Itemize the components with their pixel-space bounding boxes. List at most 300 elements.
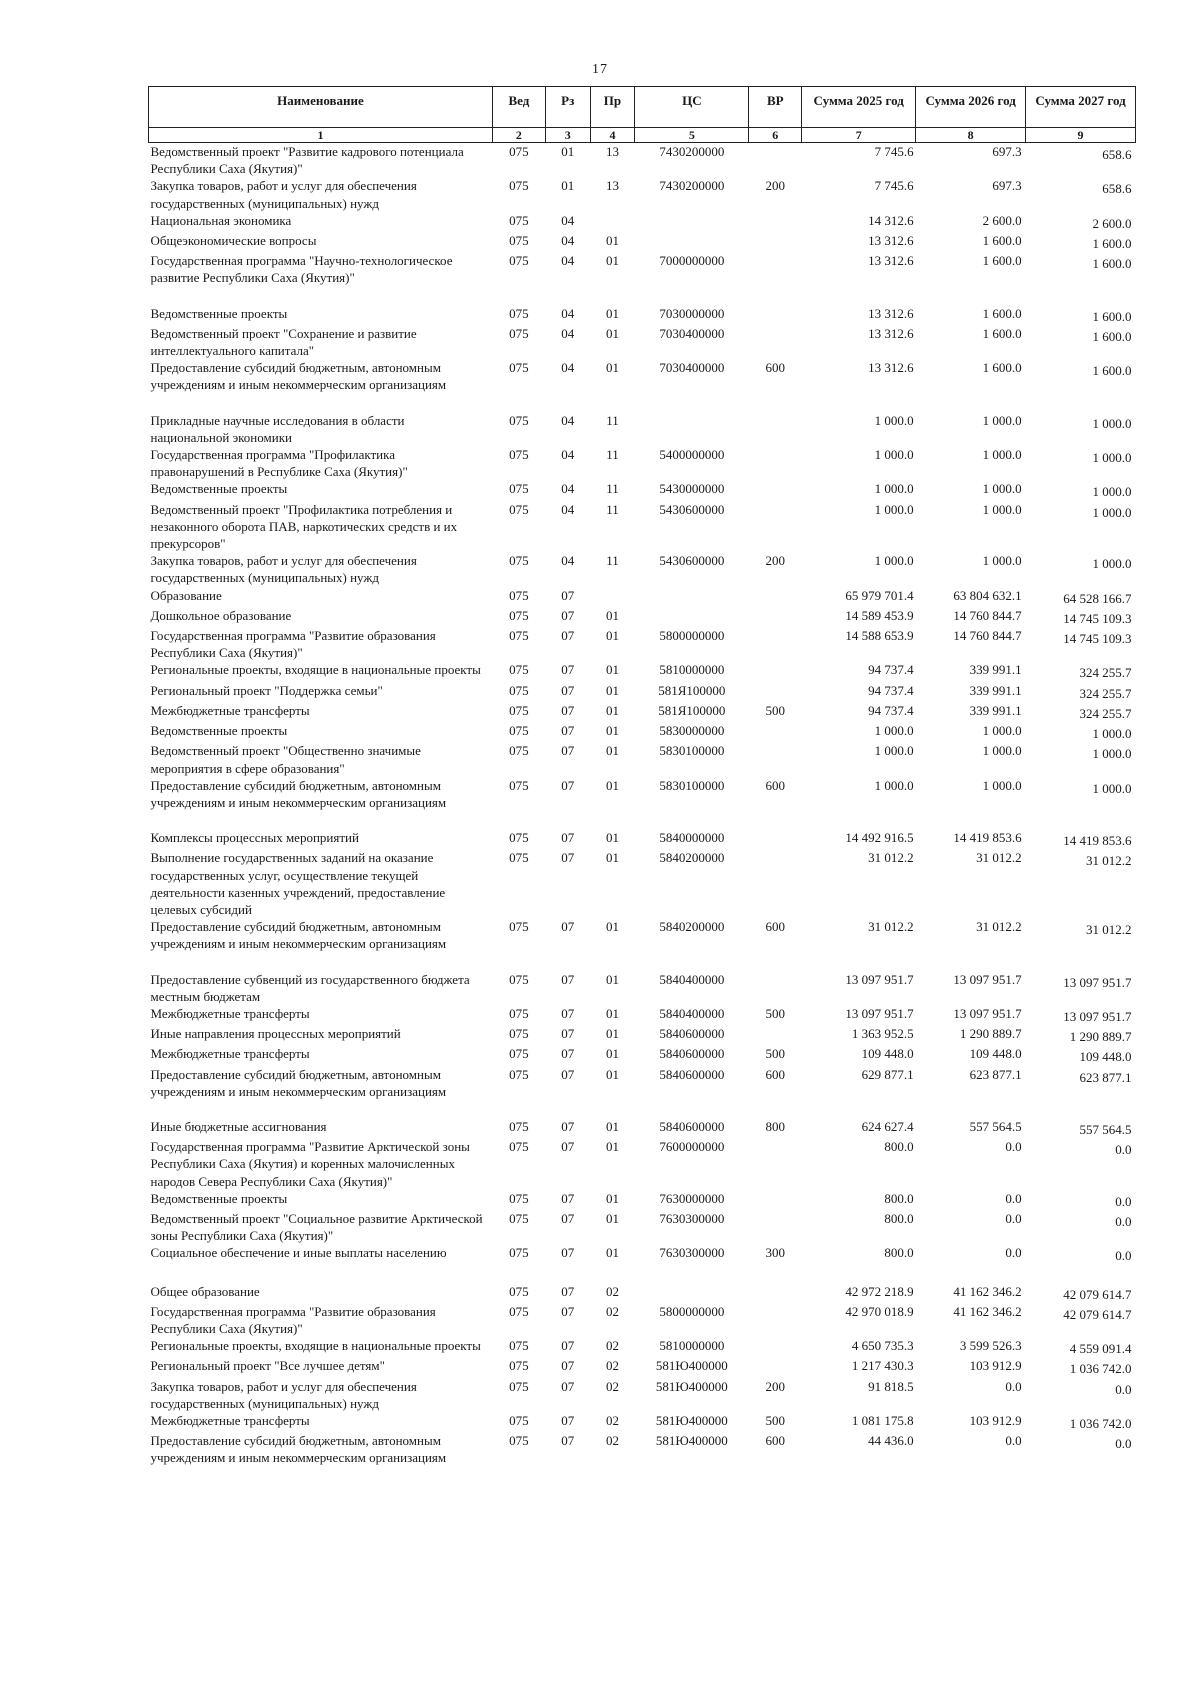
row-pr: 02 bbox=[605, 1303, 619, 1319]
row-cs: 581Я100000 bbox=[658, 702, 726, 718]
row-sum-2026: 0.0 bbox=[1005, 1433, 1022, 1449]
row-pr: 02 bbox=[605, 1358, 619, 1374]
row-name: Прикладные научные исследования в области национальной экономики bbox=[150, 412, 405, 445]
row-vr bbox=[749, 212, 802, 232]
row-ved: 075 bbox=[509, 1005, 529, 1021]
row-rz: 04 bbox=[561, 501, 575, 517]
table-row bbox=[149, 742, 1136, 776]
row-name: Ведомственный проект "Профилактика потребления и незаконного оборота ПАВ, наркотических средств и их прекурсоров" bbox=[150, 501, 458, 552]
row-sum-2027: 324 255.7 bbox=[1079, 665, 1132, 681]
row-pr: 02 bbox=[605, 1283, 619, 1299]
col-number: 5 bbox=[635, 128, 749, 143]
row-pr: 11 bbox=[606, 501, 619, 517]
row-ved: 075 bbox=[509, 919, 529, 935]
row-sum-2027: 1 000.0 bbox=[1092, 450, 1132, 466]
row-pr bbox=[590, 212, 635, 232]
row-cs: 5840600000 bbox=[659, 1118, 725, 1134]
row-sum-2027: 1 000.0 bbox=[1092, 415, 1132, 431]
row-name: Предоставление субсидий бюджетным, автономным учреждениям и иным некоммерческим организациям bbox=[150, 919, 447, 952]
row-ved: 075 bbox=[509, 723, 529, 739]
row-ved: 075 bbox=[509, 1210, 529, 1226]
row-rz: 07 bbox=[561, 1303, 575, 1319]
row-vr bbox=[749, 1190, 802, 1210]
row-cs bbox=[635, 412, 749, 446]
row-pr: 01 bbox=[605, 305, 619, 321]
row-sum-2025: 7 745.6 bbox=[874, 144, 914, 159]
row-cs: 7030400000 bbox=[659, 325, 725, 341]
col-header-cs: ЦС bbox=[635, 87, 749, 128]
row-rz: 07 bbox=[561, 1245, 575, 1261]
row-vr: 600 bbox=[765, 360, 786, 376]
table-row bbox=[149, 661, 1136, 681]
row-name: Ведомственный проект "Социальное развитие Арктической зоны Республики Саха (Якутия)" bbox=[150, 1210, 483, 1244]
row-sum-2027: 1 000.0 bbox=[1092, 780, 1132, 796]
row-name: Региональный проект "Все лучшее детям" bbox=[150, 1358, 385, 1374]
row-name: Общее образование bbox=[150, 1283, 260, 1299]
row-sum-2025: 14 312.6 bbox=[868, 212, 914, 228]
row-vr: 600 bbox=[765, 919, 786, 935]
row-sum-2026: 339 991.1 bbox=[969, 682, 1022, 698]
row-name: Ведомственный проект "Развитие кадрового потенциала Республики Саха (Якутия)" bbox=[150, 144, 464, 177]
row-cs: 5840200000 bbox=[659, 850, 725, 866]
row-rz: 07 bbox=[561, 830, 575, 846]
row-ved: 075 bbox=[509, 233, 529, 249]
row-sum-2025: 109 448.0 bbox=[861, 1046, 914, 1062]
row-sum-2026: 41 162 346.2 bbox=[953, 1303, 1022, 1319]
col-header-2025: Сумма 2025 год bbox=[802, 87, 916, 128]
header-names-row bbox=[149, 87, 1136, 128]
row-sum-2025: 1 000.0 bbox=[874, 743, 914, 759]
row-vr bbox=[749, 446, 802, 480]
row-sum-2025: 14 492 916.5 bbox=[845, 830, 914, 846]
table-row bbox=[149, 232, 1136, 252]
row-rz: 04 bbox=[561, 412, 575, 428]
row-sum-2027: 658.6 bbox=[1102, 147, 1132, 162]
row-sum-2027: 2 600.0 bbox=[1092, 215, 1132, 231]
row-ved: 075 bbox=[509, 850, 529, 866]
row-vr bbox=[749, 143, 802, 178]
table-row bbox=[149, 587, 1136, 607]
row-sum-2027: 658.6 bbox=[1102, 181, 1132, 197]
row-cs: 5830000000 bbox=[659, 723, 725, 739]
table-row bbox=[149, 627, 1136, 661]
row-sum-2025: 1 000.0 bbox=[874, 553, 914, 569]
row-sum-2027: 13 097 951.7 bbox=[1063, 974, 1132, 990]
row-name: Социальное обеспечение и иные выплаты населению bbox=[150, 1245, 447, 1261]
table-row bbox=[149, 1066, 1136, 1118]
col-header-2026: Сумма 2026 год bbox=[916, 87, 1026, 128]
row-sum-2026: 31 012.2 bbox=[976, 850, 1022, 866]
row-sum-2026: 339 991.1 bbox=[969, 702, 1022, 718]
row-sum-2026: 1 000.0 bbox=[982, 412, 1022, 428]
row-rz: 04 bbox=[561, 360, 575, 376]
row-cs: 5430600000 bbox=[659, 553, 725, 569]
row-sum-2027: 1 600.0 bbox=[1092, 308, 1132, 324]
row-vr bbox=[749, 1303, 802, 1337]
row-rz: 07 bbox=[561, 850, 575, 866]
table-row bbox=[149, 212, 1136, 232]
row-pr: 01 bbox=[605, 1139, 619, 1155]
row-ved: 075 bbox=[509, 1245, 529, 1261]
row-pr: 01 bbox=[605, 1190, 619, 1206]
col-header-2027: Сумма 2027 год bbox=[1026, 87, 1136, 128]
table-row bbox=[149, 480, 1136, 500]
row-name: Национальная экономика bbox=[150, 212, 292, 228]
row-rz: 07 bbox=[561, 607, 575, 623]
row-sum-2026: 1 000.0 bbox=[982, 743, 1022, 759]
row-sum-2025: 31 012.2 bbox=[868, 919, 914, 935]
row-name: Межбюджетные трансферты bbox=[150, 1413, 310, 1428]
row-sum-2026: 1 600.0 bbox=[982, 305, 1022, 321]
row-pr: 01 bbox=[605, 723, 619, 739]
row-ved: 075 bbox=[509, 607, 529, 623]
table-row bbox=[149, 1378, 1136, 1412]
row-sum-2026: 103 912.9 bbox=[969, 1413, 1022, 1428]
row-cs: 5840400000 bbox=[659, 1005, 725, 1021]
row-sum-2027: 1 600.0 bbox=[1092, 363, 1132, 379]
row-sum-2027: 42 079 614.7 bbox=[1063, 1306, 1132, 1322]
row-ved: 075 bbox=[509, 253, 529, 269]
row-sum-2027: 0.0 bbox=[1115, 1436, 1132, 1452]
row-sum-2027: 1 036 742.0 bbox=[1069, 1416, 1132, 1431]
row-sum-2025: 13 312.6 bbox=[868, 305, 914, 321]
row-sum-2026: 109 448.0 bbox=[969, 1046, 1022, 1062]
row-vr bbox=[749, 742, 802, 776]
row-sum-2025: 44 436.0 bbox=[868, 1433, 914, 1449]
row-ved: 075 bbox=[509, 1338, 529, 1354]
row-pr: 01 bbox=[605, 1026, 619, 1042]
row-vr: 600 bbox=[765, 1066, 786, 1082]
row-name: Ведомственные проекты bbox=[150, 481, 288, 497]
row-vr: 300 bbox=[765, 1245, 786, 1261]
col-number: 1 bbox=[149, 128, 493, 143]
row-ved: 075 bbox=[509, 481, 529, 497]
row-pr: 01 bbox=[605, 607, 619, 623]
row-sum-2026: 13 097 951.7 bbox=[953, 1005, 1022, 1021]
row-ved: 075 bbox=[509, 702, 529, 718]
row-cs: 581Ю400000 bbox=[655, 1433, 728, 1449]
row-cs: 5400000000 bbox=[659, 447, 725, 463]
row-name: Иные направления процессных мероприятий bbox=[150, 1026, 401, 1042]
row-pr bbox=[590, 587, 635, 607]
row-name: Комплексы процессных мероприятий bbox=[150, 830, 359, 846]
row-pr: 01 bbox=[605, 628, 619, 644]
row-sum-2026: 0.0 bbox=[1005, 1378, 1022, 1394]
row-sum-2025: 42 972 218.9 bbox=[845, 1283, 914, 1299]
row-vr bbox=[749, 232, 802, 252]
row-sum-2026: 63 804 632.1 bbox=[953, 587, 1022, 603]
row-rz: 07 bbox=[561, 777, 575, 793]
row-vr: 500 bbox=[765, 1005, 786, 1021]
col-header-rz: Рз bbox=[545, 87, 590, 128]
row-vr: 200 bbox=[765, 553, 786, 569]
row-pr: 01 bbox=[605, 253, 619, 269]
row-rz: 07 bbox=[561, 1190, 575, 1206]
table-row bbox=[149, 1025, 1136, 1045]
row-sum-2026: 14 760 844.7 bbox=[953, 628, 1022, 644]
row-ved: 075 bbox=[509, 1026, 529, 1042]
row-pr: 01 bbox=[605, 919, 619, 935]
row-vr: 600 bbox=[765, 777, 786, 793]
row-rz: 07 bbox=[561, 1378, 575, 1394]
col-number: 6 bbox=[749, 128, 802, 143]
table-row bbox=[149, 552, 1136, 586]
row-sum-2027: 1 000.0 bbox=[1092, 726, 1132, 742]
col-number: 7 bbox=[802, 128, 916, 143]
table-row bbox=[149, 702, 1136, 722]
table-row bbox=[149, 971, 1136, 1005]
row-cs: 5810000000 bbox=[659, 662, 725, 678]
row-ved: 075 bbox=[509, 553, 529, 569]
row-rz: 07 bbox=[561, 1066, 575, 1082]
row-name: Государственная программа "Научно-технологическое развитие Республики Саха (Якутия)" bbox=[150, 253, 453, 286]
row-cs bbox=[635, 587, 749, 607]
row-sum-2026: 2 600.0 bbox=[982, 212, 1022, 228]
table-row bbox=[149, 1432, 1136, 1466]
row-vr: 500 bbox=[765, 702, 786, 718]
row-sum-2026: 1 000.0 bbox=[982, 481, 1022, 497]
row-cs: 5810000000 bbox=[659, 1338, 725, 1354]
table-row bbox=[149, 446, 1136, 480]
row-rz: 07 bbox=[561, 723, 575, 739]
row-sum-2025: 800.0 bbox=[884, 1190, 914, 1206]
row-sum-2027: 1 000.0 bbox=[1092, 746, 1132, 762]
row-sum-2027: 31 012.2 bbox=[1086, 853, 1132, 869]
row-sum-2026: 557 564.5 bbox=[969, 1118, 1022, 1134]
page-number: 17 bbox=[592, 62, 608, 77]
budget-table bbox=[148, 86, 1136, 1467]
row-cs: 7000000000 bbox=[659, 253, 725, 269]
row-sum-2026: 1 600.0 bbox=[982, 253, 1022, 269]
row-rz: 07 bbox=[561, 1283, 575, 1299]
row-vr: 500 bbox=[765, 1046, 786, 1062]
row-name: Предоставление субсидий бюджетным, автономным учреждениям и иным некоммерческим организациям bbox=[150, 360, 447, 393]
row-pr: 01 bbox=[605, 1118, 619, 1134]
row-vr bbox=[749, 1283, 802, 1303]
row-rz: 04 bbox=[561, 305, 575, 321]
row-ved: 075 bbox=[509, 305, 529, 321]
row-name: Ведомственные проекты bbox=[150, 305, 288, 321]
row-pr: 01 bbox=[605, 850, 619, 866]
row-vr bbox=[749, 1025, 802, 1045]
row-cs: 5840200000 bbox=[659, 919, 725, 935]
row-ved: 075 bbox=[509, 628, 529, 644]
row-cs: 7630300000 bbox=[659, 1210, 725, 1226]
row-pr: 01 bbox=[605, 830, 619, 846]
row-ved: 075 bbox=[509, 971, 529, 987]
row-vr bbox=[749, 1210, 802, 1244]
row-cs: 7030000000 bbox=[659, 305, 725, 321]
row-sum-2026: 0.0 bbox=[1005, 1190, 1022, 1206]
table-row bbox=[149, 849, 1136, 918]
row-rz: 07 bbox=[561, 1413, 575, 1428]
row-cs bbox=[635, 607, 749, 627]
row-cs: 7600000000 bbox=[659, 1139, 725, 1155]
table-row bbox=[149, 1283, 1136, 1303]
row-sum-2026: 31 012.2 bbox=[976, 919, 1022, 935]
row-name: Ведомственные проекты bbox=[150, 723, 288, 739]
row-sum-2027: 1 000.0 bbox=[1092, 484, 1132, 500]
row-rz: 07 bbox=[561, 1026, 575, 1042]
row-rz: 07 bbox=[561, 1118, 575, 1134]
row-sum-2025: 1 000.0 bbox=[874, 723, 914, 739]
row-sum-2027: 31 012.2 bbox=[1086, 922, 1132, 938]
row-sum-2025: 800.0 bbox=[884, 1245, 914, 1261]
row-rz: 07 bbox=[561, 628, 575, 644]
row-sum-2027: 1 600.0 bbox=[1092, 236, 1132, 252]
row-name: Региональные проекты, входящие в национальные проекты bbox=[150, 1338, 481, 1354]
row-ved: 075 bbox=[509, 1139, 529, 1155]
row-cs: 5800000000 bbox=[659, 1303, 725, 1319]
row-sum-2025: 1 217 430.3 bbox=[851, 1358, 914, 1374]
row-ved: 075 bbox=[509, 1378, 529, 1394]
row-rz: 04 bbox=[561, 212, 575, 228]
row-name: Региональные проекты, входящие в национальные проекты bbox=[150, 662, 481, 678]
row-rz: 04 bbox=[561, 553, 575, 569]
row-cs: 581Ю400000 bbox=[655, 1358, 728, 1374]
header-numbers-row bbox=[149, 128, 1136, 143]
row-sum-2026: 1 000.0 bbox=[982, 501, 1022, 517]
row-ved: 075 bbox=[509, 412, 529, 428]
row-sum-2025: 13 312.6 bbox=[868, 233, 914, 249]
row-sum-2025: 42 970 018.9 bbox=[845, 1303, 914, 1319]
row-cs: 5840400000 bbox=[659, 971, 725, 987]
row-sum-2026: 13 097 951.7 bbox=[953, 971, 1022, 987]
row-ved: 075 bbox=[509, 360, 529, 376]
row-sum-2025: 13 097 951.7 bbox=[845, 971, 914, 987]
col-number: 9 bbox=[1026, 128, 1136, 143]
row-sum-2025: 14 588 653.9 bbox=[845, 628, 914, 644]
row-vr: 200 bbox=[765, 1378, 786, 1394]
row-sum-2025: 31 012.2 bbox=[868, 850, 914, 866]
row-name: Государственная программа "Профилактика правонарушений в Республике Саха (Якутия)" bbox=[150, 447, 408, 480]
row-rz: 07 bbox=[561, 1338, 575, 1354]
row-name: Государственная программа "Развитие Арктической зоны Республики Саха (Якутия) и коренных малочисленных народов Севера Республики Саха (Якутия)" bbox=[150, 1139, 470, 1189]
row-pr: 13 bbox=[605, 144, 619, 159]
row-ved: 075 bbox=[509, 1066, 529, 1082]
row-pr: 01 bbox=[605, 1066, 619, 1082]
row-sum-2026: 697.3 bbox=[992, 178, 1022, 194]
table-row bbox=[149, 722, 1136, 742]
row-name: Закупка товаров, работ и услуг для обеспечения государственных (муниципальных) нужд bbox=[150, 553, 417, 586]
row-sum-2027: 14 419 853.6 bbox=[1063, 833, 1132, 849]
row-sum-2026: 1 600.0 bbox=[982, 360, 1022, 376]
row-ved: 075 bbox=[509, 662, 529, 678]
row-vr: 200 bbox=[765, 178, 786, 194]
row-ved: 075 bbox=[509, 1283, 529, 1299]
row-sum-2025: 65 979 701.4 bbox=[845, 587, 914, 603]
row-ved: 075 bbox=[509, 777, 529, 793]
row-sum-2026: 697.3 bbox=[992, 144, 1022, 159]
table-row bbox=[149, 177, 1136, 211]
row-pr: 13 bbox=[605, 178, 619, 194]
row-rz: 07 bbox=[561, 743, 575, 759]
row-sum-2025: 1 081 175.8 bbox=[851, 1413, 914, 1428]
row-ved: 075 bbox=[509, 743, 529, 759]
row-name: Региональный проект "Поддержка семьи" bbox=[150, 682, 383, 698]
row-sum-2025: 1 000.0 bbox=[874, 501, 914, 517]
col-header-vr: ВР bbox=[749, 87, 802, 128]
row-sum-2027: 42 079 614.7 bbox=[1063, 1286, 1132, 1302]
row-vr bbox=[749, 607, 802, 627]
row-sum-2026: 0.0 bbox=[1005, 1210, 1022, 1226]
row-cs bbox=[635, 232, 749, 252]
row-name: Иные бюджетные ассигнования bbox=[150, 1118, 327, 1134]
row-pr: 01 bbox=[605, 1245, 619, 1261]
row-sum-2025: 91 818.5 bbox=[868, 1378, 914, 1394]
row-rz: 04 bbox=[561, 253, 575, 269]
row-rz: 04 bbox=[561, 447, 575, 463]
table-row bbox=[149, 1118, 1136, 1138]
row-sum-2025: 13 312.6 bbox=[868, 253, 914, 269]
row-ved: 075 bbox=[509, 178, 529, 194]
row-sum-2026: 1 000.0 bbox=[982, 553, 1022, 569]
row-vr bbox=[749, 661, 802, 681]
row-sum-2025: 1 000.0 bbox=[874, 447, 914, 463]
row-sum-2025: 624 627.4 bbox=[861, 1118, 914, 1134]
row-sum-2026: 0.0 bbox=[1005, 1245, 1022, 1261]
table-body bbox=[149, 143, 1136, 1467]
row-sum-2027: 1 600.0 bbox=[1092, 256, 1132, 272]
row-sum-2026: 1 000.0 bbox=[982, 777, 1022, 793]
row-vr bbox=[749, 627, 802, 661]
row-ved: 075 bbox=[509, 325, 529, 341]
row-cs: 5840600000 bbox=[659, 1026, 725, 1042]
row-rz: 07 bbox=[561, 1358, 575, 1374]
row-vr bbox=[749, 1337, 802, 1357]
row-sum-2025: 14 589 453.9 bbox=[845, 607, 914, 623]
row-name: Предоставление субсидий бюджетным, автономным учреждениям и иным некоммерческим организациям bbox=[150, 1066, 447, 1099]
row-pr: 01 bbox=[605, 777, 619, 793]
row-cs: 7430200000 bbox=[659, 144, 725, 159]
row-sum-2026: 1 000.0 bbox=[982, 447, 1022, 463]
row-cs: 5830100000 bbox=[659, 743, 725, 759]
row-rz: 07 bbox=[561, 1433, 575, 1449]
row-cs: 581Ю400000 bbox=[655, 1378, 728, 1394]
row-sum-2027: 1 290 889.7 bbox=[1069, 1029, 1132, 1045]
row-cs: 7630000000 bbox=[659, 1190, 725, 1206]
table-row bbox=[149, 1045, 1136, 1065]
row-vr bbox=[749, 412, 802, 446]
row-sum-2027: 1 000.0 bbox=[1092, 504, 1132, 520]
row-name: Предоставление субсидий бюджетным, автономным учреждениям и иным некоммерческим организациям bbox=[150, 1433, 447, 1466]
row-sum-2026: 103 912.9 bbox=[969, 1358, 1022, 1374]
row-vr bbox=[749, 501, 802, 553]
row-sum-2027: 0.0 bbox=[1115, 1381, 1132, 1397]
row-vr bbox=[749, 1138, 802, 1190]
row-sum-2026: 623 877.1 bbox=[969, 1066, 1022, 1082]
row-sum-2025: 94 737.4 bbox=[868, 682, 914, 698]
row-vr bbox=[749, 480, 802, 500]
row-ved: 075 bbox=[509, 1190, 529, 1206]
table-row bbox=[149, 412, 1136, 446]
row-sum-2025: 94 737.4 bbox=[868, 662, 914, 678]
row-rz: 01 bbox=[561, 178, 575, 194]
table-row bbox=[149, 501, 1136, 553]
row-name: Ведомственный проект "Общественно значимые мероприятия в сфере образования" bbox=[150, 743, 421, 776]
row-name: Ведомственный проект "Сохранение и развитие интеллектуального капитала" bbox=[150, 325, 417, 359]
row-vr bbox=[749, 1357, 802, 1377]
row-sum-2025: 13 312.6 bbox=[868, 325, 914, 341]
table-row bbox=[149, 682, 1136, 702]
row-sum-2025: 7 745.6 bbox=[874, 178, 914, 194]
row-vr: 600 bbox=[765, 1433, 786, 1449]
row-sum-2027: 557 564.5 bbox=[1079, 1121, 1132, 1137]
row-sum-2026: 14 760 844.7 bbox=[953, 607, 1022, 623]
table-row bbox=[149, 607, 1136, 627]
row-pr: 01 bbox=[605, 682, 619, 698]
row-ved: 075 bbox=[509, 212, 529, 228]
